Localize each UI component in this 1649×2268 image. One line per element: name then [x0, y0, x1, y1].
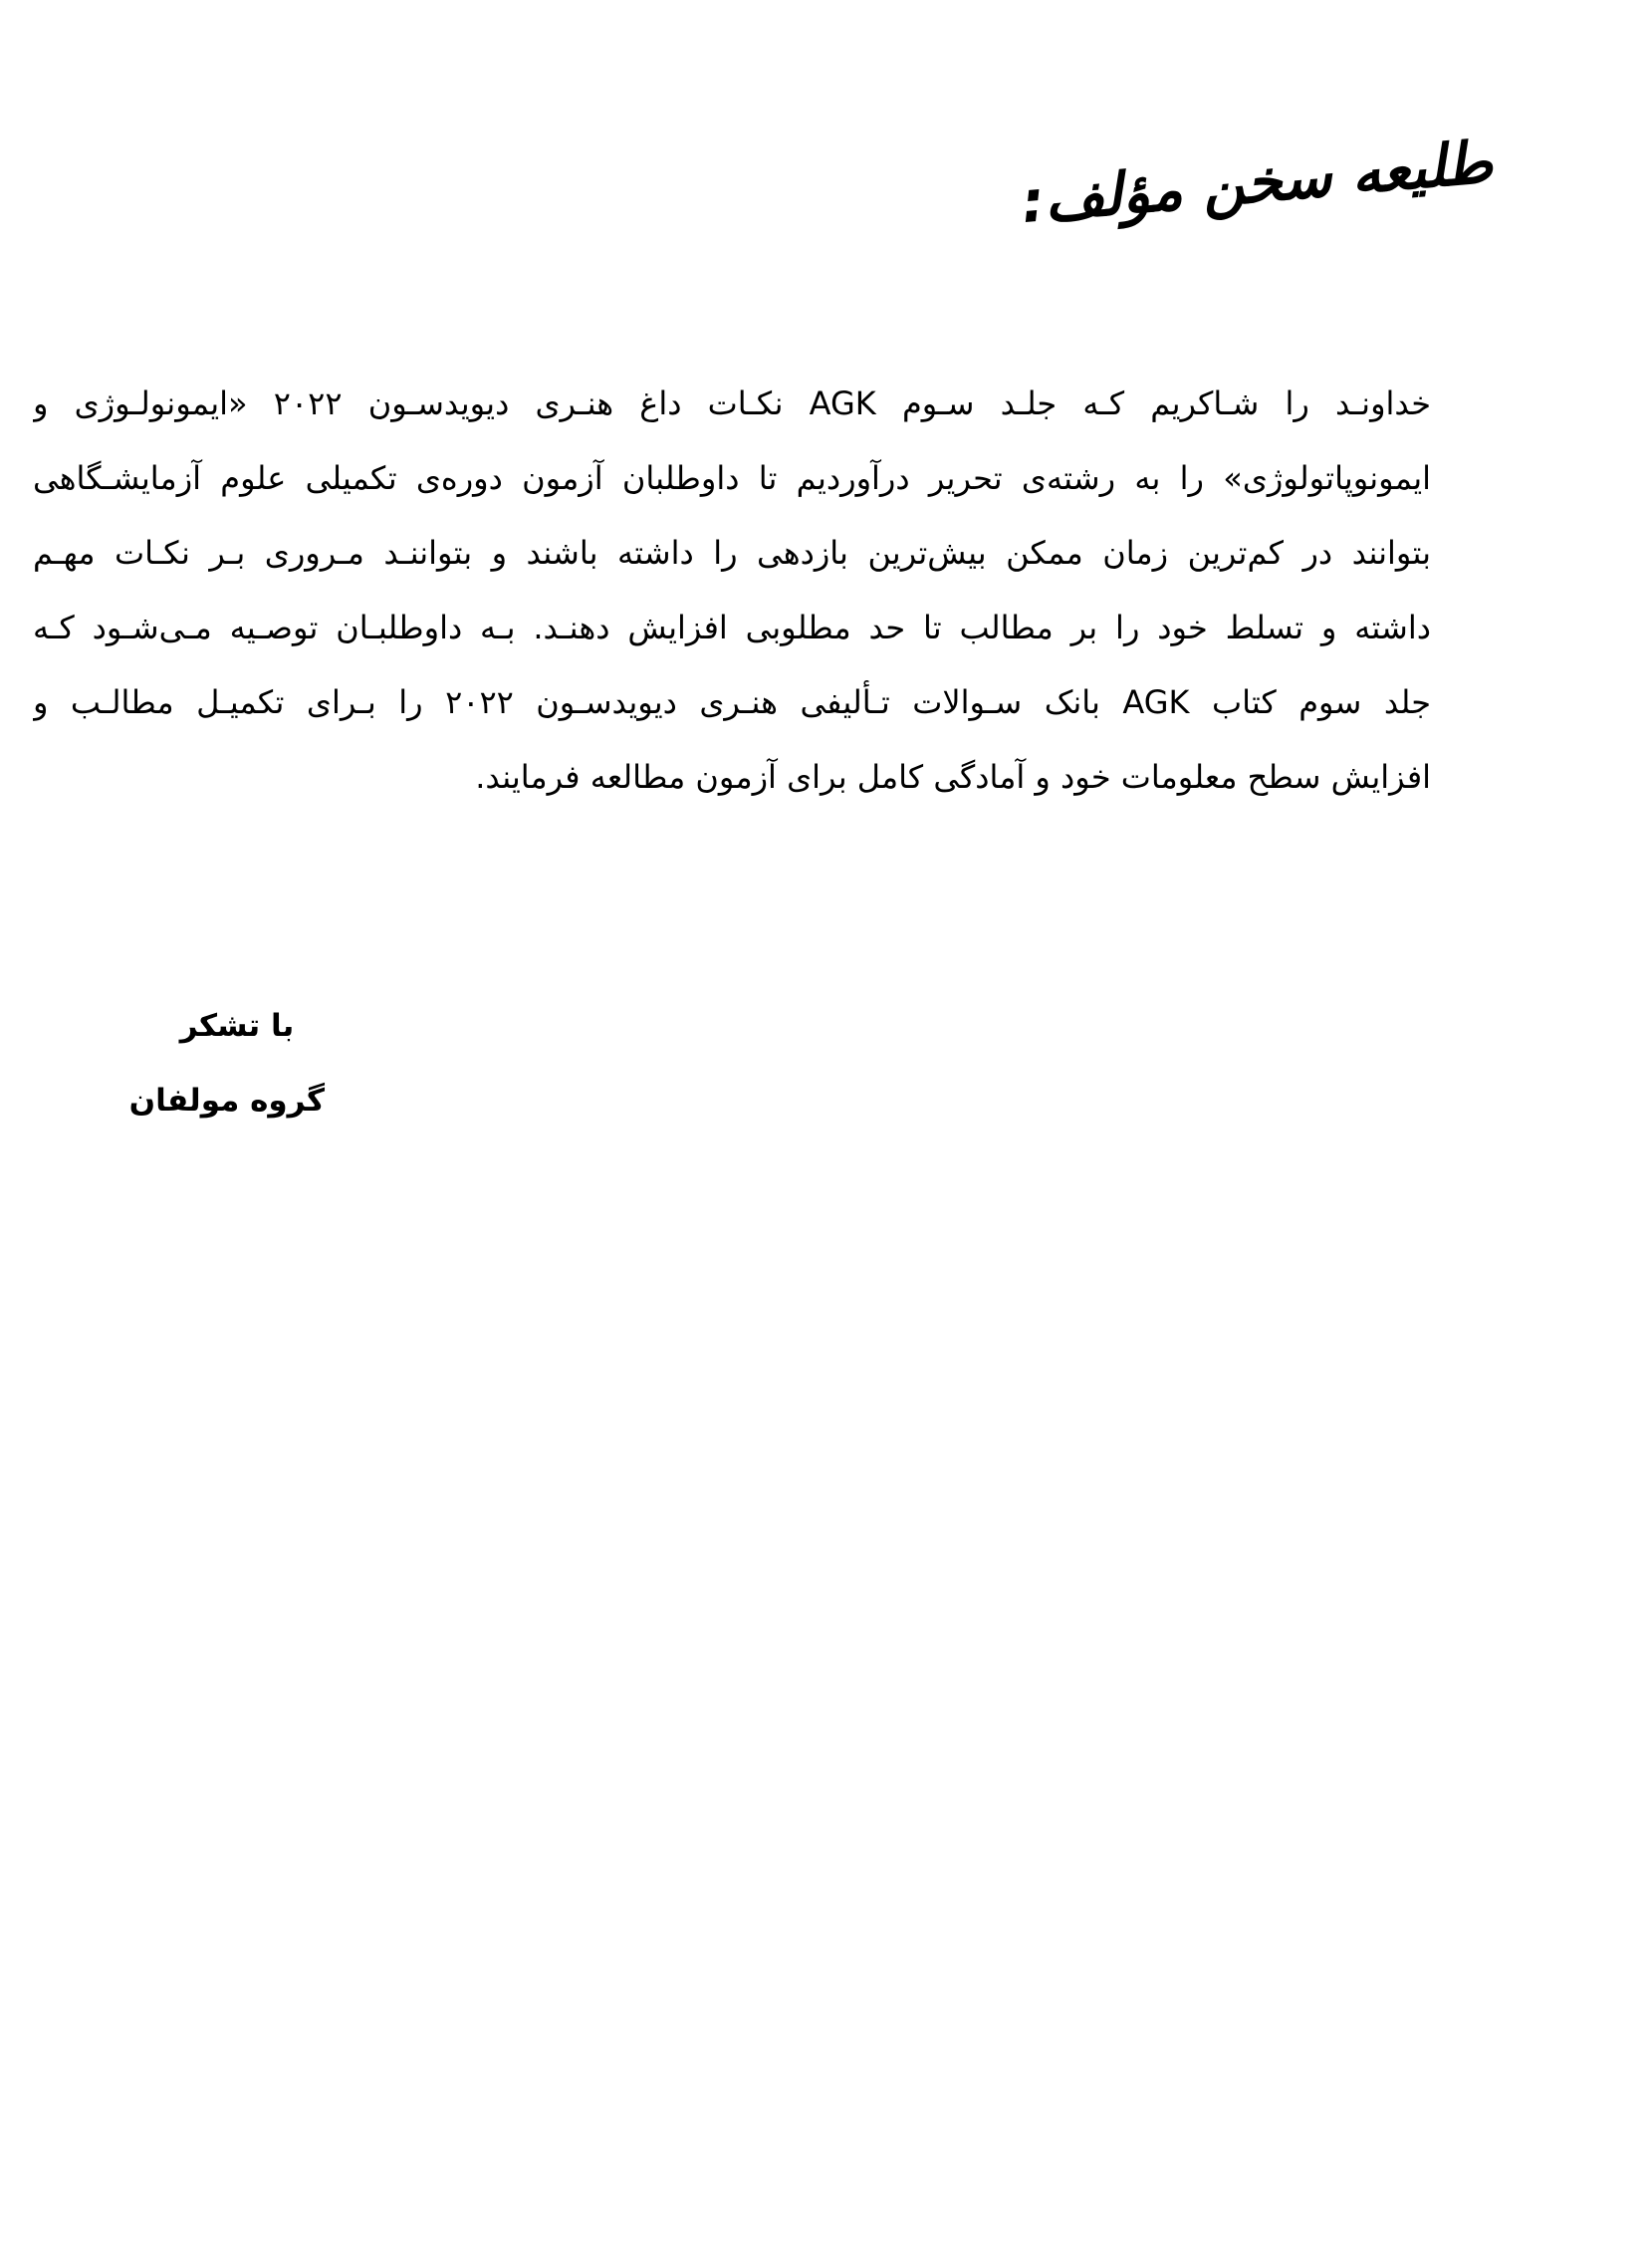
calligraphic-title: طلیعه سخن مؤلف: — [1018, 127, 1495, 237]
paragraph-line: بتوانند در کم‌ترین زمان ممکن بیش‌ترین بازدهی را داشته باشند و بتواننـد مـروری بـر نکـات مهـم — [33, 534, 1431, 572]
paragraph-line: خداونـد را شـاکریم کـه جلـد سـوم AGK نکـات داغ هنـری دیویدسـون ۲۰۲۲ «ایمونولـوژی و — [33, 384, 1431, 422]
paragraph-line: ایمونوپاتولوژی» را به رشته‌ی تحریر درآوردیم تا داوطلبان آزمون دوره‌ی تکمیلی علوم آزمایشـگاهی — [33, 459, 1431, 497]
paragraph-line: داشته و تسلط خود را بر مطالب تا حد مطلوبی افزایش دهنـد. بـه داوطلبـان توصـیه مـی‌شـود کـه — [33, 609, 1431, 646]
signature-block — [128, 989, 325, 1138]
paragraph-line: افزایش سطح معلومات خود و آمادگی کامل برای آزمون مطالعه فرمایند. — [475, 758, 1431, 796]
signature-thanks: با تشکر — [179, 1008, 295, 1044]
preface-paragraph — [33, 367, 1431, 815]
paragraph-line: جلد سوم کتاب AGK بانک سـوالات تـألیفی هنـری دیویدسـون ۲۰۲۲ را بـرای تکمیـل مطالـب و — [33, 683, 1431, 721]
signature-authors: گروه مولفان — [128, 1083, 325, 1119]
